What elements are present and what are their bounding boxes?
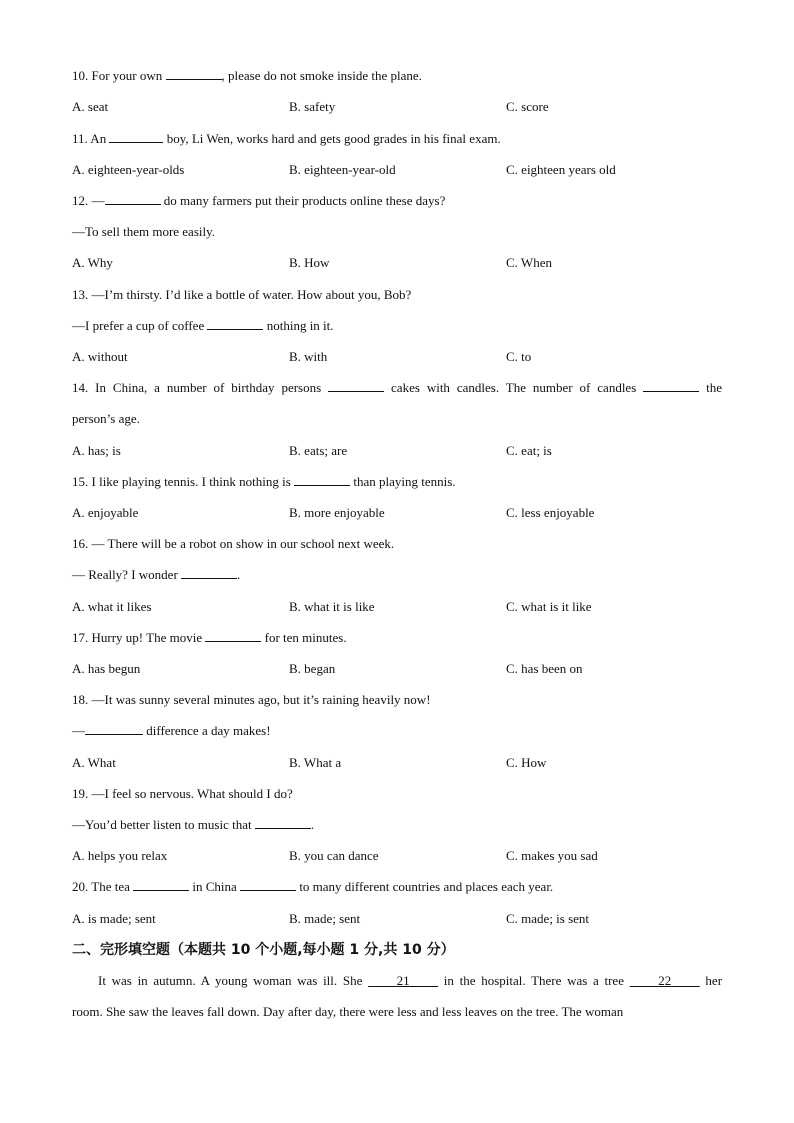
question-19-option-c[interactable]: C. makes you sad — [506, 848, 598, 863]
stem-text: difference a day makes! — [143, 723, 271, 738]
answer-blank — [255, 816, 311, 829]
question-10-option-a[interactable]: A. seat — [72, 99, 109, 114]
question-18-reply — [72, 722, 271, 740]
question-15-option-b[interactable]: B. more enjoyable — [289, 505, 385, 520]
stem-text: than playing tennis. — [350, 474, 456, 489]
stem-text: — — [72, 723, 85, 738]
question-10-option-c[interactable]: C. score — [506, 99, 549, 114]
stem-text: the — [706, 380, 723, 395]
question-14-option-b[interactable]: B. eats; are — [289, 443, 348, 458]
question-11-option-b[interactable]: B. eighteen-year-old — [289, 162, 396, 177]
question-13-option-a[interactable]: A. without — [72, 349, 128, 364]
question-11-option-c[interactable]: C. eighteen years old — [506, 162, 616, 177]
stem-text: 10. For your own — [72, 68, 166, 83]
question-14-stem-cont: person’s age. — [72, 411, 140, 426]
question-12-option-c[interactable]: C. When — [506, 255, 552, 270]
stem-text: —You’d better listen to music that — [72, 817, 255, 832]
question-14-option-a[interactable]: A. has; is — [72, 443, 121, 458]
stem-text: to many different countries and places each year. — [296, 879, 554, 894]
question-10-stem — [72, 67, 422, 85]
question-15-stem — [72, 473, 456, 491]
question-20-option-a[interactable]: A. is made; sent — [72, 911, 156, 926]
question-19-reply — [72, 816, 314, 834]
question-12-option-b[interactable]: B. How — [289, 255, 330, 270]
question-13-stem: 13. —I’m thirsty. I’d like a bottle of water. How about you, Bob? — [72, 287, 412, 302]
stem-text: —I prefer a cup of coffee — [72, 318, 208, 333]
question-17-stem — [72, 629, 347, 647]
question-16-option-b[interactable]: B. what it is like — [289, 599, 375, 614]
stem-text: 11. An — [72, 131, 110, 146]
passage-text: It was in autumn. A young woman was ill. She — [98, 973, 369, 988]
answer-blank — [85, 722, 143, 735]
stem-text: nothing in it. — [263, 318, 334, 333]
question-18-option-c[interactable]: C. How — [506, 755, 547, 770]
stem-text: do many farmers put their products online these days? — [160, 193, 446, 208]
answer-blank — [240, 878, 296, 891]
stem-text: . — [310, 817, 315, 832]
question-15-option-c[interactable]: C. less enjoyable — [506, 505, 595, 520]
question-20-option-c[interactable]: C. made; is sent — [506, 911, 590, 926]
blank-number: 21 — [396, 973, 410, 988]
question-12-reply: —To sell them more easily. — [72, 224, 216, 239]
cloze-passage-line-1 — [72, 972, 722, 990]
stem-text: 14. In China, a number of birthday persons — [72, 380, 322, 395]
answer-blank — [207, 317, 263, 330]
stem-text: . — [237, 567, 241, 582]
stem-text: cakes with candles. The number of candles — [391, 380, 637, 395]
answer-blank — [294, 473, 350, 486]
question-19-option-a[interactable]: A. helps you relax — [72, 848, 168, 863]
cloze-blank-21[interactable] — [368, 973, 438, 988]
question-13-option-c[interactable]: C. to — [506, 349, 532, 364]
question-13-option-b[interactable]: B. with — [289, 349, 328, 364]
question-11-option-a[interactable]: A. eighteen-year-olds — [72, 162, 185, 177]
question-17-option-b[interactable]: B. began — [289, 661, 336, 676]
answer-blank — [133, 878, 189, 891]
blank-number: 22 — [658, 973, 672, 988]
answer-blank — [166, 67, 222, 80]
stem-text: — Really? I wonder — [72, 567, 182, 582]
cloze-passage-line-2: room. She saw the leaves fall down. Day after day, there were less and less leaves on the tree. The woman — [72, 1004, 624, 1019]
question-12-stem — [72, 192, 445, 210]
question-10-option-b[interactable]: B. safety — [289, 99, 336, 114]
answer-blank — [328, 379, 384, 392]
stem-text: in China — [189, 879, 241, 894]
stem-text: 20. The tea — [72, 879, 134, 894]
section-heading: 二、完形填空题（本题共 10 个小题,每小题 1 分,共 10 分） — [72, 942, 455, 958]
question-14-stem — [72, 379, 722, 397]
question-20-stem — [72, 878, 553, 896]
passage-text: in the hospital. There was a tree — [438, 973, 630, 988]
question-11-stem — [72, 130, 501, 148]
question-13-reply — [72, 317, 334, 335]
question-17-option-a[interactable]: A. has begun — [72, 661, 141, 676]
question-18-stem: 18. —It was sunny several minutes ago, but it’s raining heavily now! — [72, 692, 431, 707]
answer-blank — [205, 629, 261, 642]
question-19-stem: 19. —I feel so nervous. What should I do? — [72, 786, 293, 801]
passage-text: her — [699, 973, 723, 988]
stem-text: 15. I like playing tennis. I think nothing is — [72, 474, 295, 489]
question-14-option-c[interactable]: C. eat; is — [506, 443, 552, 458]
question-16-stem: 16. — There will be a robot on show in our school next week. — [72, 536, 395, 551]
answer-blank — [109, 130, 163, 143]
question-18-option-b[interactable]: B. What a — [289, 755, 342, 770]
question-20-option-b[interactable]: B. made; sent — [289, 911, 361, 926]
question-15-option-a[interactable]: A. enjoyable — [72, 505, 139, 520]
cloze-blank-22[interactable] — [630, 973, 700, 988]
stem-text: , please do not smoke inside the plane. — [221, 68, 422, 83]
question-12-option-a[interactable]: A. Why — [72, 255, 113, 270]
question-18-option-a[interactable]: A. What — [72, 755, 116, 770]
answer-blank — [643, 379, 699, 392]
question-16-option-c[interactable]: C. what is it like — [506, 599, 592, 614]
answer-blank — [105, 192, 161, 205]
question-17-option-c[interactable]: C. has been on — [506, 661, 583, 676]
question-16-reply — [72, 566, 240, 584]
stem-text: 12. — — [72, 193, 105, 208]
question-19-option-b[interactable]: B. you can dance — [289, 848, 379, 863]
stem-text: boy, Li Wen, works hard and gets good grades in his final exam. — [163, 131, 501, 146]
answer-blank — [181, 566, 237, 579]
question-16-option-a[interactable]: A. what it likes — [72, 599, 152, 614]
stem-text: 17. Hurry up! The movie — [72, 630, 206, 645]
stem-text: for ten minutes. — [261, 630, 347, 645]
